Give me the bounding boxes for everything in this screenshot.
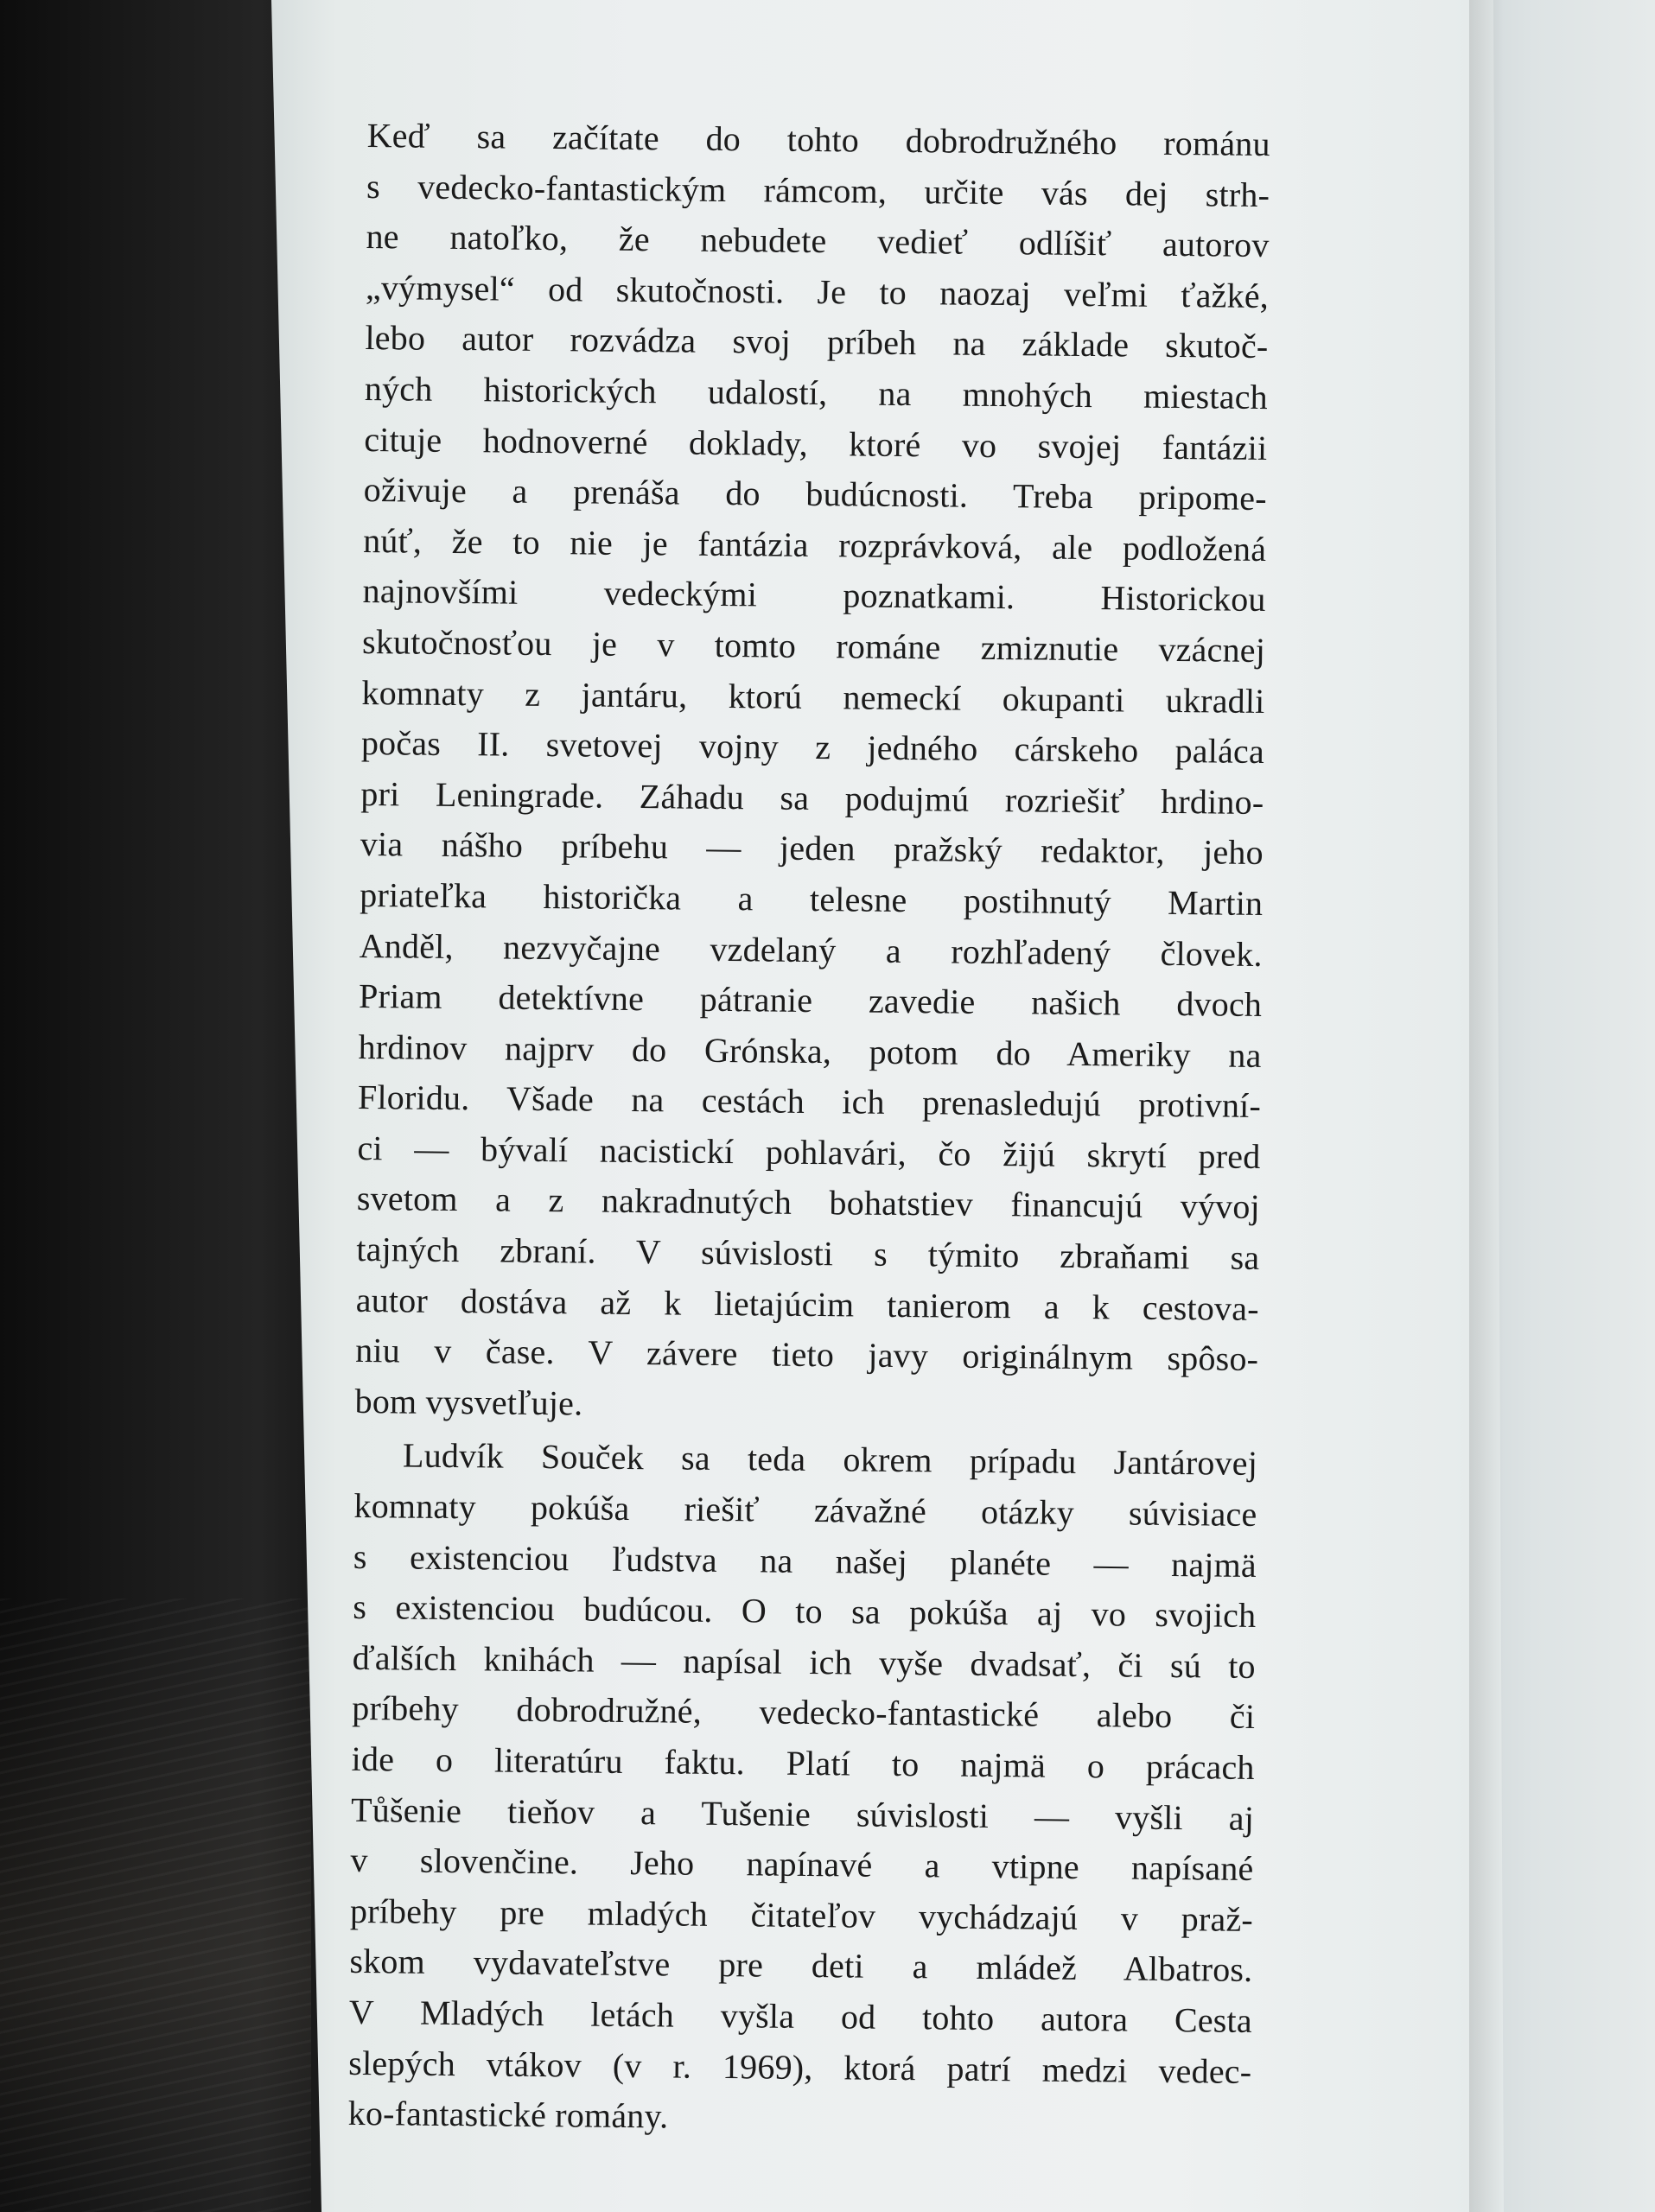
text-line: Tůšenie tieňov a Tušenie súvislosti — vyšli aj <box>350 1789 1255 1838</box>
text-line: via nášho príbehu — jeden pražský redaktor, jeho <box>360 824 1264 873</box>
text-line: ko-fantastické romány. <box>347 2094 669 2136</box>
text-line: v slovenčine. Jeho napínavé a vtipne napísané <box>350 1840 1254 1889</box>
text-line: Keď sa začítate do tohto dobrodružného románu <box>366 115 1270 164</box>
page-edge-shadow <box>1469 0 1504 2212</box>
text-line: cituje hodnoverné doklady, ktoré vo svojej fantázii <box>364 419 1268 467</box>
text-line: slepých vtákov (v r. 1969), ktorá patrí medzi vedec- <box>348 2043 1252 2091</box>
text-line: komnaty z jantáru, ktorú nemeckí okupanti ukradli <box>361 672 1265 721</box>
text-line: ďalších knihách — napísal ich vyše dvadsať, či sú to <box>352 1637 1256 1686</box>
text-line: počas II. svetovej vojny z jedného cárskeho paláca <box>360 723 1265 772</box>
text-line: svetom a z nakradnutých bohatstiev financujú vývoj <box>356 1179 1261 1227</box>
text-line: najnovšími vedeckými poznatkami. Historickou <box>362 571 1266 620</box>
text-line: skom vydavateľstve pre deti a mládež Albatros. <box>349 1942 1253 1990</box>
text-line: skutočnosťou je v tomto románe zmiznutie vzácnej <box>361 621 1266 670</box>
text-line: ci — bývalí nacistickí pohlavári, čo žijú skrytí pred <box>357 1128 1261 1176</box>
text-line: niu v čase. V závere tieto javy originálnym spôso- <box>355 1331 1259 1379</box>
text-line: oživuje a prenáša do budúcnosti. Treba pripome- <box>363 470 1267 518</box>
text-line: s vedecko-fantastickým rámcom, určite vás dej strh- <box>366 166 1270 214</box>
text-line: Ludvík Souček sa teda okrem prípadu Jantárovej <box>402 1435 1258 1484</box>
table-surface <box>0 1599 311 2212</box>
text-line: ných historických udalostí, na mnohých miestach <box>364 368 1269 416</box>
text-line: autor dostáva až k lietajúcim tanierom a k cestova- <box>355 1280 1259 1328</box>
text-line: komnaty pokúša riešiť závažné otázky súvisiace <box>353 1485 1257 1534</box>
text-line: hrdinov najprv do Grónska, potom do Ameriky na <box>358 1027 1262 1075</box>
paragraph-1 <box>354 111 1270 1435</box>
text-line: núť, že to nie je fantázia rozprávková, ale podložená <box>363 520 1267 569</box>
text-line: pri Leningrade. Záhadu sa podujmú rozriešiť hrdino- <box>360 773 1264 822</box>
text-column <box>347 111 1270 2148</box>
text-line: priateľka historička a telesne postihnutý Martin <box>360 874 1264 923</box>
paragraph-2 <box>347 1430 1257 2147</box>
text-line: V Mladých letách vyšla od tohto autora Cesta <box>348 1992 1253 2040</box>
text-line: Priam detektívne pátranie zavedie našich dvoch <box>358 976 1263 1025</box>
text-line: príbehy dobrodružné, vedecko-fantastické alebo či <box>352 1688 1256 1737</box>
text-line: ide o literatúru faktu. Platí to najmä o prácach <box>351 1738 1255 1787</box>
text-line: s existenciou budúcou. O to sa pokúša aj vo svojich <box>353 1587 1257 1636</box>
text-line: „výmysel“ od skutočnosti. Je to naozaj veľmi ťažké, <box>365 267 1270 315</box>
text-line: lebo autor rozvádza svoj príbeh na základe skutoč- <box>365 318 1269 366</box>
text-line: Floridu. Všade na cestách ich prenasledujú protivní- <box>357 1077 1262 1126</box>
text-line: bom vysvetľuje. <box>354 1381 583 1423</box>
text-line: ne natoľko, že nebudete vedieť odlíšiť autorov <box>366 217 1270 265</box>
text-line: s existenciou ľudstva na našej planéte — najmä <box>353 1536 1257 1585</box>
text-line: Anděl, nezvyčajne vzdelaný a rozhľadený človek. <box>359 925 1263 974</box>
text-line: príbehy pre mladých čitateľov vychádzajú v praž- <box>349 1891 1254 1939</box>
text-line: tajných zbraní. V súvislosti s týmito zbraňami sa <box>356 1230 1260 1278</box>
